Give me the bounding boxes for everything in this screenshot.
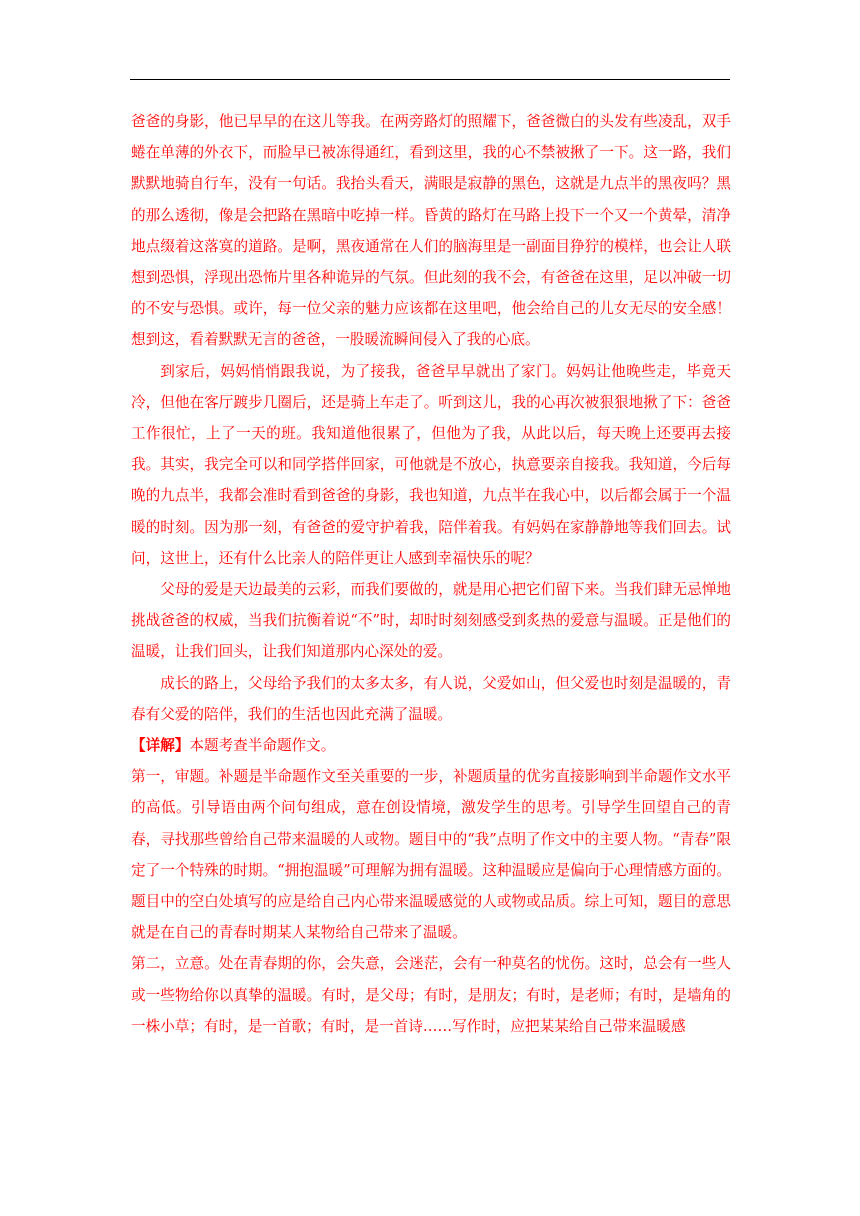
detail-label: 【详解】 <box>131 737 190 755</box>
document-body <box>131 106 731 1042</box>
detail-intro: 本题考查半命题作文。 <box>189 737 336 755</box>
detail-heading <box>131 730 731 761</box>
essay-paragraph-4: 成长的路上，父母给予我们的太多太多，有人说，父爱如山，但父爱也时刻是温暖的，青春有父爱的陪伴，我们的生活也因此充满了温暖。 <box>131 674 731 723</box>
essay-paragraph-2: 到家后，妈妈悄悄跟我说，为了接我，爸爸早早就出了家门。妈妈让他晚些走，毕竟天冷，但他在客厅踱步几圈后，还是骑上车走了。听到这儿，我的心再次被狠狠地揪了下：爸爸工作很忙，上了一天的班。我知道他很累了，但他为了我，从此以后，每天晚上还要再去接我。其实，我完全可以和同学搭伴回家，可他就是不放心，执意要亲自接我。我知道，今后每晚的九点半，我都会准时看到爸爸的身影，我也知道，九点半在我心中，以后都会属于一个温暖的时刻。因为那一刻，有爸爸的爱守护着我，陪伴着我。有妈妈在家静静地等我们回去。试问，这世上，还有什么比亲人的陪伴更让人感到幸福快乐的呢？ <box>131 362 731 567</box>
essay-paragraph-3: 父母的爱是天边最美的云彩，而我们要做的，就是用心把它们留下来。当我们肆无忌惮地挑战爸爸的权威，当我们抗衡着说“不”时，却时时刻刻感受到炙热的爱意与温暖。正是他们的温暖，让我们回头，让我们知道那内心深处的爱。 <box>131 581 731 661</box>
essay-paragraph-1: 爸爸的身影，他已早早的在这儿等我。在两旁路灯的照耀下，爸爸微白的头发有些凌乱，双手蜷在单薄的外衣下，而脸早已被冻得通红，看到这里，我的心不禁被揪了一下。这一路，我们默默地骑自行车，没有一句话。我抬头看天，满眼是寂静的黑色，这就是九点半的黑夜吗？黑的那么透彻，像是会把路在黑暗中吃掉一样。昏黄的路灯在马路上投下一个又一个黄晕，清净地点缀着这落寞的道路。是啊，黑夜通常在人们的脑海里是一副面目狰狞的模样，也会让人联想到恐惧，浮现出恐怖片里各种诡异的气氛。但此刻的我不会，有爸爸在这里，足以冲破一切的不安与恐惧。或许，每一位父亲的魅力应该都在这里吧，他会给自己的儿女无尽的安全感！想到这，看着默默无言的爸爸，一股暖流瞬间侵入了我的心底。 <box>131 113 731 349</box>
detail-section-2: 第二，立意。处在青春期的你，会失意，会迷茫，会有一种莫名的忧伤。这时，总会有一些人或一些物给你以真挚的温暖。有时，是父母；有时，是朋友；有时，是老师；有时，是墙角的一株小草；有时，是一首歌；有时，是一首诗……写作时，应把某某给自己带来温暖感 <box>131 955 731 1035</box>
header-rule <box>130 79 730 80</box>
detail-section-1: 第一，审题。补题是半命题作文至关重要的一步，补题质量的优劣直接影响到半命题作文水平的高低。引导语由两个问句组成，意在创设情境，激发学生的思考。引导学生回望自己的青春，寻找那些曾给自己带来温暖的人或物。题目中的“我”点明了作文中的主要人物。“青春”限定了一个特殊的时期。“拥抱温暖”可理解为拥有温暖。这种温暖应是偏向于心理情感方面的。题目中的空白处填写的应是给自己内心带来温暖感觉的人或物或品质。综上可知，题目的意思就是在自己的青春时期某人某物给自己带来了温暖。 <box>131 768 731 942</box>
